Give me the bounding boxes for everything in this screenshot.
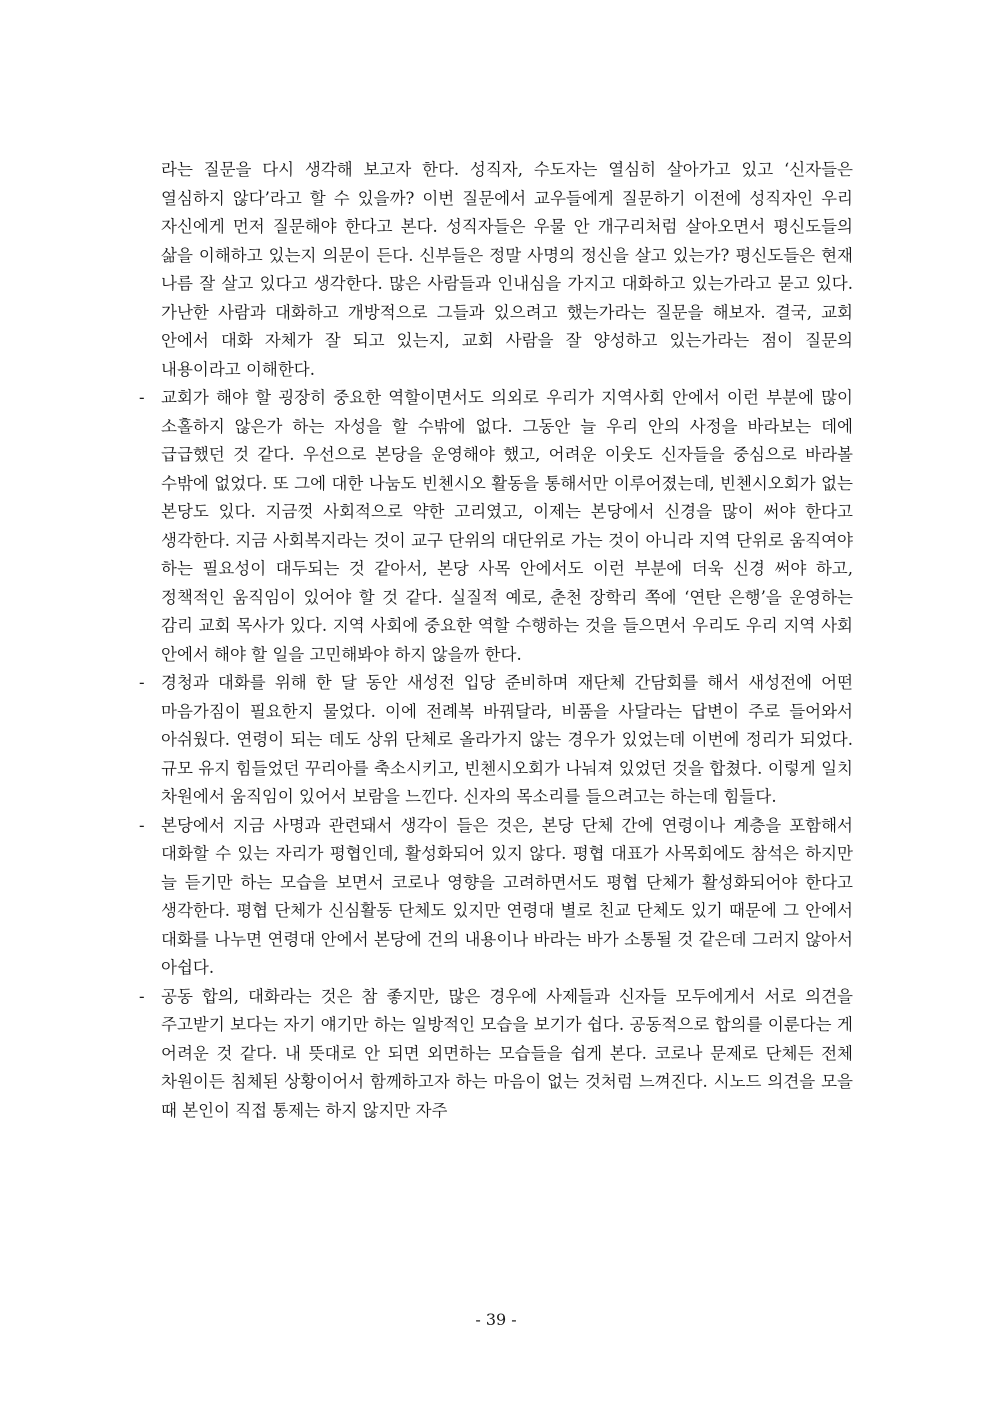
page-body	[139, 156, 853, 1125]
bullet-paragraph-3	[139, 812, 853, 983]
bullet-text: 경청과 대화를 위해 한 달 동안 새성전 입당 준비하며 재단체 간담회를 해서 새성전에 어떤 마음가짐이 필요한지 물었다. 이에 전례복 바꿔달라, 비품을 사달라는 답변이 주로 들어와서 아쉬웠다. 연령이 되는 데도 상위 단체로 올라가지 않는 경우가 있었는데 이번에 정리가 되었다. 규모 유지 힘들었던 꾸리아를 축소시키고, 빈첸시오회가 나눠져 있었던 것을 합쳤다. 이렇게 일치 차원에서 움직임이 있어서 보람을 느낀다. 신자의 목소리를 들으려고는 하는데 힘들다.	[161, 673, 853, 806]
bullet-marker: -	[139, 673, 145, 692]
paragraph-continuation: 라는 질문을 다시 생각해 보고자 한다. 성직자, 수도자는 열심히 살아가고 있고 ‘신자들은 열심하지 않다’라고 할 수 있을까? 이번 질문에서 교우들에게 질문하기 이전에 성직자인 우리 자신에게 먼저 질문해야 한다고 본다. 성직자들은 우물 안 개구리처럼 살아오면서 평신도들의 삶을 이해하고 있는지 의문이 든다. 신부들은 정말 사명의 정신을 살고 있는가? 평신도들은 현재 나름 잘 살고 있다고 생각한다. 많은 사람들과 인내심을 가지고 대화하고 있는가라고 묻고 있다. 가난한 사람과 대화하고 개방적으로 그들과 있으려고 했는가라는 질문을 해보자. 결국, 교회 안에서 대화 자체가 잘 되고 있는지, 교회 사람을 잘 양성하고 있는가라는 점이 질문의 내용이라고 이해한다.	[161, 160, 853, 379]
bullet-marker: -	[139, 815, 145, 835]
bullet-text: 교회가 해야 할 굉장히 중요한 역할이면서도 의외로 우리가 지역사회 안에서 이런 부분에 많이 소홀하지 않은가 하는 자성을 할 수밖에 없다. 그동안 늘 우리 안의 사정을 바라보는 데에 급급했던 것 같다. 우선으로 본당을 운영해야 했고, 어려운 이웃도 신자들을 중심으로 바라볼 수밖에 없었다. 또 그에 대한 나눔도 빈첸시오 활동을 통해서만 이루어졌는데, 빈첸시오회가 없는 본당도 있다. 지금껏 사회적으로 약한 고리였고, 이제는 본당에서 신경을 많이 써야 한다고 생각한다. 지금 사회복지라는 것이 교구 단위의 대단위로 가는 것이 아니라 지역 단위로 움직여야 하는 필요성이 대두되는 것 같아서, 본당 사목 안에서도 이런 부분에 더욱 신경 써야 하고, 정책적인 움직임이 있어야 할 것 같다. 실질적 예로, 춘천 장학리 쪽에 ‘연탄 은행’을 운영하는 감리 교회 목사가 있다. 지역 사회에 중요한 역할 수행하는 것을 들으면서 우리도 우리 지역 사회 안에서 해야 할 일을 고민해봐야 하지 않을까 한다.	[161, 388, 853, 664]
page-number: - 39 -	[475, 1310, 517, 1329]
bullet-marker: -	[139, 986, 145, 1006]
bullet-marker: -	[139, 388, 145, 407]
bullet-paragraph-1	[139, 384, 853, 669]
bullet-paragraph-4	[139, 983, 853, 1126]
bullet-paragraph-2	[139, 669, 853, 812]
bullet-text: 본당에서 지금 사명과 관련돼서 생각이 들은 것은, 본당 단체 간에 연령이나 계층을 포함해서 대화할 수 있는 자리가 평협인데, 활성화되어 있지 않다. 평협 대표가 사목회에도 참석은 하지만 늘 듣기만 하는 모습을 보면서 코로나 영향을 고려하면서도 평협 단체가 활성화되어야 한다고 생각한다. 평협 단체가 신심활동 단체도 있지만 연령대 별로 친교 단체도 있기 때문에 그 안에서 대화를 나누면 연령대 안에서 본당에 건의 내용이나 바라는 바가 소통될 것 같은데 그러지 않아서 아쉽다.	[161, 815, 853, 977]
bullet-text: 공동 합의, 대화라는 것은 참 좋지만, 많은 경우에 사제들과 신자들 모두에게서 서로 의견을 주고받기 보다는 자기 얘기만 하는 일방적인 모습을 보기가 쉽다. 공동적으로 합의를 이룬다는 게 어려운 것 같다. 내 뜻대로 안 되면 외면하는 모습들을 쉽게 본다. 코로나 문제로 단체든 전체 차원이든 침체된 상황이어서 함께하고자 하는 마음이 없는 것처럼 느껴진다. 시노드 의견을 모을 때 본인이 직접 통제는 하지 않지만 자주	[161, 986, 853, 1120]
